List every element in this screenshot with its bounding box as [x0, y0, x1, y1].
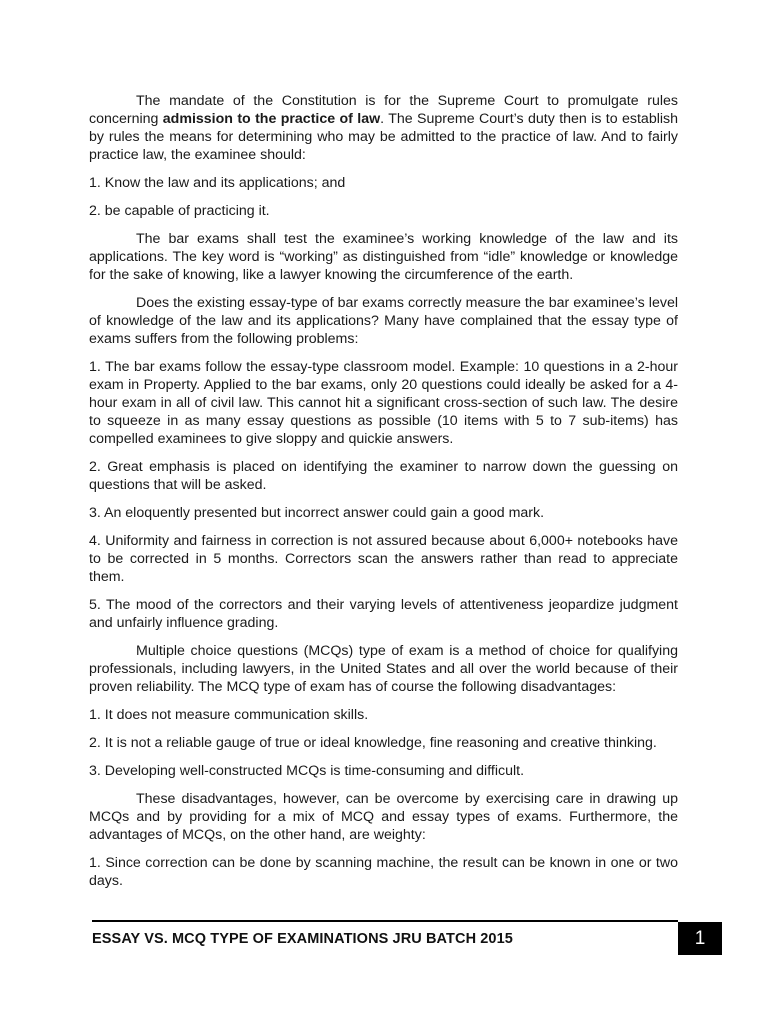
bold-phrase: admission to the practice of law — [162, 111, 381, 127]
list-item: 2. Great emphasis is placed on identifying the examiner to narrow down the guessing on questions that will be asked. — [89, 459, 678, 493]
list-item: 2. It is not a reliable gauge of true or ideal knowledge, fine reasoning and creative thinking. — [89, 735, 657, 751]
list-item: 3. Developing well-constructed MCQs is time-consuming and difficult. — [89, 763, 525, 779]
paragraph-essay-question: Does the existing essay-type of bar exams correctly measure the bar examinee’s level of knowledge of the law and its applications? Many have complained that the essay type of exams suffers from the following problems: — [89, 295, 678, 347]
paragraph-bar-exams: The bar exams shall test the examinee’s working knowledge of the law and its applications. The key word is “working” as distinguished from “idle” knowledge or knowledge for the sake of knowing, like a lawyer knowing the circumference of the earth. — [89, 231, 678, 283]
page-number-badge: 1 — [678, 922, 722, 955]
paragraph-text: . The Supreme Court’s duty then is to establish by rules the means for determining who may be admitted to the practice of law. And to fairly practice law, the examinee should: — [89, 111, 678, 163]
list-item: 1. It does not measure communication skills. — [89, 707, 369, 723]
list-item: 5. The mood of the correctors and their varying levels of attentiveness jeopardize judgment and unfairly influence grading. — [89, 597, 678, 631]
list-item: 1. Know the law and its applications; and — [89, 175, 346, 191]
footer-title: ESSAY VS. MCQ TYPE OF EXAMINATIONS JRU BATCH 2015 — [92, 931, 513, 947]
list-item: 1. The bar exams follow the essay-type classroom model. Example: 10 questions in a 2-hour exam in Property. Applied to the bar exams, only 20 questions could ideally be asked for a 4-hour exam in all of civil law. This cannot hit a significant cross-section of such law. The desire to squeeze in as many essay questions as possible (10 items with 5 to 7 sub-items) has compelled examinees to give sloppy and quickie answers. — [89, 359, 678, 447]
paragraph-text: The mandate of the Constitution is for the Supreme Court to promulgate rules concerning — [89, 93, 678, 127]
paragraph-disadvantages: These disadvantages, however, can be overcome by exercising care in drawing up MCQs and by providing for a mix of MCQ and essay types of exams. Furthermore, the advantages of MCQs, on the other hand, are weighty: — [89, 791, 678, 843]
footer-divider — [92, 920, 678, 922]
paragraph-mandate — [89, 92, 678, 164]
paragraph-mcq: Multiple choice questions (MCQs) type of exam is a method of choice for qualifying professionals, including lawyers, in the United States and all over the world because of their proven reliability. The MCQ type of exam has of course the following disadvantages: — [89, 643, 678, 695]
list-item: 3. An eloquently presented but incorrect answer could gain a good mark. — [89, 505, 545, 521]
list-item: 1. Since correction can be done by scanning machine, the result can be known in one or two days. — [89, 855, 678, 889]
list-item: 2. be capable of practicing it. — [89, 203, 270, 219]
document-body — [89, 92, 678, 900]
list-item: 4. Uniformity and fairness in correction is not assured because about 6,000+ notebooks have to be corrected in 5 months. Correctors scan the answers rather than read to appreciate them. — [89, 533, 678, 585]
